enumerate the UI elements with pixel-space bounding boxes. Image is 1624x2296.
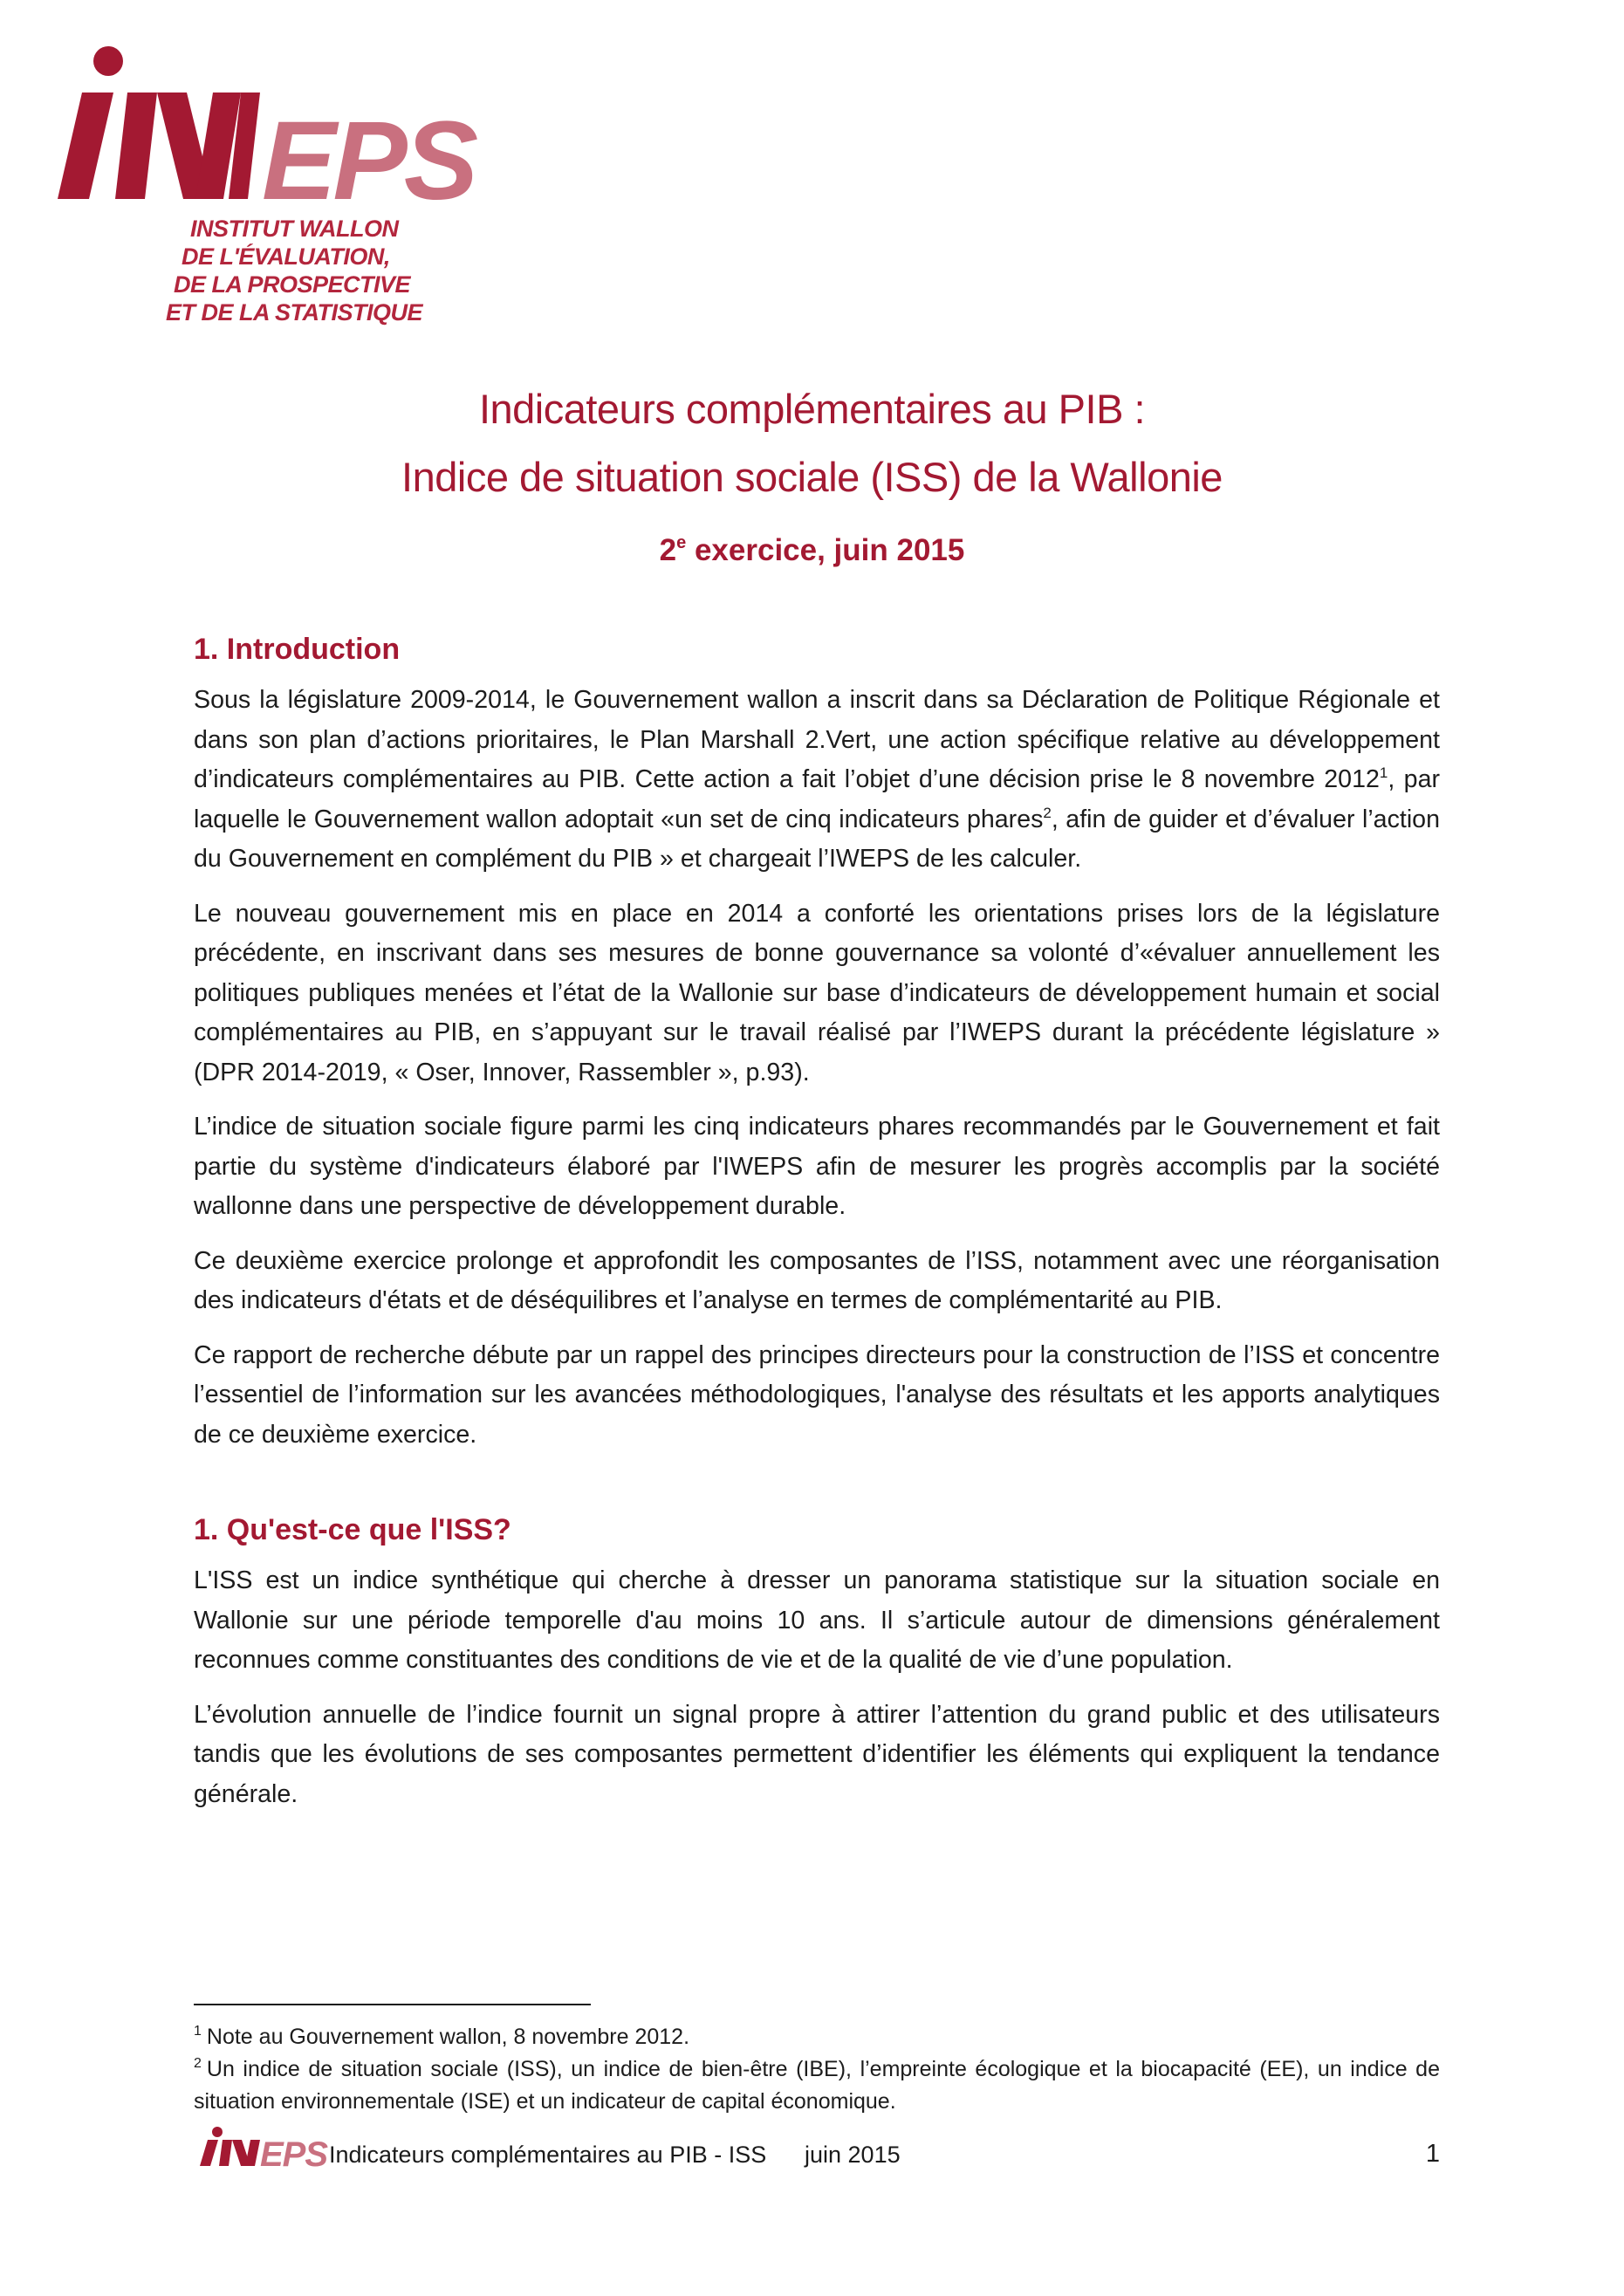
footnote-ref-2[interactable]: 2: [1043, 804, 1052, 821]
logo-subtitle-line: DE LA PROSPECTIVE: [174, 271, 411, 298]
logo-subtitle-line: ET DE LA STATISTIQUE: [166, 299, 423, 326]
paragraph-text: , afin de guider et d’évaluer l’action du Gouvernement en complément du PIB » et chargeait l’IWEPS de les calculer.: [194, 805, 1440, 873]
footer-label: Indicateurs complémentaires au PIB - ISS: [329, 2142, 767, 2168]
footnote-2: [194, 2053, 1440, 2118]
footnote-number: 2: [194, 2056, 202, 2071]
paragraph: L’évolution annuelle de l’indice fournit un signal propre à attirer l’attention du grand public et des utilisateurs tandis que les évolutions de ses composantes permettent d’identifier les éléments qui expliquent la tendance générale.: [194, 1700, 1440, 1808]
logo-subtitle: [166, 215, 423, 326]
title-line-2: Indice de situation sociale (ISS) de la Wallonie: [401, 454, 1223, 500]
footnote-text: Note au Gouvernement wallon, 8 novembre 2012.: [206, 2025, 690, 2049]
footnote-text: Un indice de situation sociale (ISS), un indice de bien-être (IBE), l’empreinte écologique et la biocapacité (EE), un indice de situation environnementale (ISE) et un indicateur de capital économique.: [194, 2057, 1440, 2114]
paragraph: L'ISS est un indice synthétique qui cherche à dresser un panorama statistique sur la situation sociale en Wallonie sur une période temporelle d'au moins 10 ans. Il s’articule autour de dimensions généralement reconnues comme constituantes des conditions de vie et de la qualité de vie d’une population.: [194, 1566, 1440, 1674]
document-subtitle: [0, 517, 1624, 577]
paragraph-text: Sous la législature 2009-2014, le Gouvernement wallon a inscrit dans sa Déclaration de Politique Régionale et dans son plan d’actions prioritaires, le Plan Marshall 2.Vert, une action spécifique relative au développement d’indicateurs complémentaires au PIB. Cette action a fait l’objet d’une décision prise le 8 novembre 2012: [194, 686, 1440, 793]
footer-date: juin 2015: [805, 2142, 901, 2168]
logo-subtitle-line: INSTITUT WALLON: [190, 216, 399, 242]
subtitle-number: 2: [659, 533, 677, 567]
title-block: [0, 375, 1624, 577]
footer-iweps-logo: [194, 2124, 328, 2174]
subtitle-superscript: e: [676, 533, 687, 552]
page-number: 1: [1425, 2140, 1440, 2168]
paragraph: [194, 681, 1440, 880]
paragraph: L’indice de situation sociale figure parmi les cinq indicateurs phares recommandés par le Gouvernement et fait partie du système d'indicateurs élaboré par l'IWEPS afin de mesurer les progrès accomplis par la société wallonne dans une perspective de développement durable.: [194, 1113, 1440, 1220]
paragraph: Ce rapport de recherche débute par un rappel des principes directeurs pour la construction de l’ISS et concentre l’essentiel de l’information sur les avancées méthodologiques, l'analyse des résultats et les apports analytiques de ce deuxième exercice.: [194, 1340, 1440, 1449]
title-line-1: Indicateurs complémentaires au PIB :: [478, 386, 1146, 432]
footnote-number: 1: [194, 2024, 202, 2039]
section-heading-introduction: 1. Introduction: [194, 633, 401, 666]
paragraph-text: , par laquelle le Gouvernement wallon adoptait «un set de cinq indicateurs phares: [194, 765, 1441, 833]
iweps-logo: [42, 24, 476, 339]
logo-subtitle-line: DE L'ÉVALUATION,: [182, 243, 390, 270]
footnote-1: [194, 2021, 1440, 2053]
footnotes: [194, 2021, 1440, 2118]
footnote-separator: [194, 2004, 591, 2005]
paragraph: Le nouveau gouvernement mis en place en 2014 a conforté les orientations prises lors de la législature précédente, en inscrivant dans ses mesures de bonne gouvernance sa volonté d’«évaluer annuellement les politiques publiques menées et l’état de la Wallonie sur base d’indicateurs de développement humain et social complémentaires au PIB, en s’appuyant sur le travail réalisé par l’IWEPS durant la précédente législature » (DPR 2014-2019, « Oser, Innover, Rassembler », p.93).: [194, 899, 1440, 1086]
page-footer: [194, 2122, 1440, 2175]
footnote-ref-1[interactable]: 1: [1379, 764, 1388, 781]
svg-text:EPS: EPS: [262, 99, 476, 223]
document-body: [194, 627, 1440, 1829]
subtitle-text: exercice, juin 2015: [686, 533, 965, 567]
section-heading-what-is-iss: 1. Qu'est-ce que l'ISS?: [194, 1513, 511, 1546]
paragraph: Ce deuxième exercice prolonge et approfondit les composantes de l’ISS, notamment avec une réorganisation des indicateurs d'états et de déséquilibres et l’analyse en termes de complémentarité au PIB.: [194, 1246, 1440, 1314]
iweps-logo-mark: [42, 24, 476, 223]
svg-text:EPS: EPS: [260, 2135, 328, 2174]
